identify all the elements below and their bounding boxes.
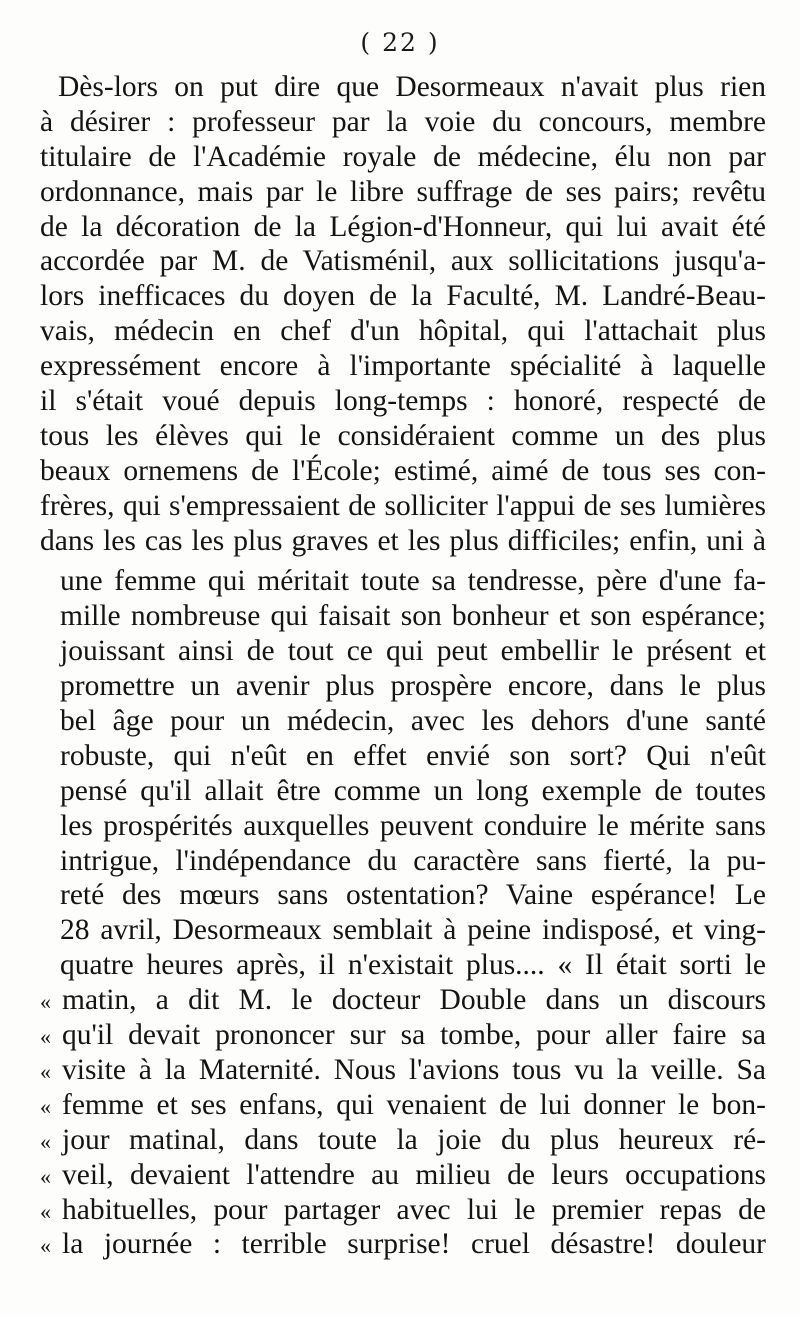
text-line: les prospérités auxquelles peuvent conduire le mérite sans bbox=[60, 809, 766, 842]
text-line: matin, a dit M. le docteur Double dans un discours bbox=[62, 984, 766, 1017]
body-text bbox=[40, 70, 766, 1262]
text-line: accordée par M. de Vatisménil, aux sollicitations jusqu'a- bbox=[40, 245, 766, 278]
text-line: ordonnance, mais par le libre suffrage de ses pairs; revêtu bbox=[40, 175, 766, 208]
text-line: de la décoration de la Légion-d'Honneur, qui lui avait été bbox=[40, 210, 766, 243]
text-line: lors inefficaces du doyen de la Faculté, M. Landré-Beau- bbox=[40, 280, 766, 313]
text-line: pensé qu'il allait être comme un long exemple de toutes bbox=[60, 774, 766, 807]
text-line: à désirer : professeur par la voie du concours, membre bbox=[40, 105, 766, 138]
text-line: habituelles, pour partager avec lui le premier repas de bbox=[62, 1193, 766, 1226]
text-line: quatre heures après, il n'existait plus.... « Il était sorti le bbox=[60, 949, 766, 982]
quoted-line: « habituelles, pour partager avec lui le premier repas de bbox=[40, 1193, 766, 1226]
quoted-line: « femme et ses enfans, qui venaient de lui donner le bon- bbox=[40, 1088, 766, 1121]
text-line: titulaire de l'Académie royale de médecine, élu non par bbox=[40, 140, 766, 173]
text-line: veil, devaient l'attendre au milieu de leurs occupations bbox=[62, 1158, 766, 1191]
text-line: bel âge pour un médecin, avec les dehors d'une santé bbox=[60, 705, 766, 738]
text-line: expressément encore à l'importante spécialité à laquelle bbox=[40, 350, 766, 383]
text-line: mille nombreuse qui faisait son bonheur et son espérance; bbox=[60, 600, 766, 633]
text-line: dans les cas les plus graves et les plus difficiles; enfin, uni à bbox=[40, 524, 766, 557]
text-line: femme et ses enfans, qui venaient de lui donner le bon- bbox=[62, 1088, 766, 1121]
text-line: beaux ornemens de l'École; estimé, aimé de tous ses con- bbox=[40, 454, 766, 487]
text-line: 28 avril, Desormeaux semblait à peine indisposé, et ving- bbox=[60, 914, 766, 947]
quoted-line: « jour matinal, dans toute la joie du plus heureux ré- bbox=[40, 1123, 766, 1156]
quoted-line: « visite à la Maternité. Nous l'avions tous vu la veille. Sa bbox=[40, 1053, 766, 1086]
text-line: une femme qui méritait toute sa tendresse, père d'une fa- bbox=[60, 565, 766, 598]
text-line: reté des mœurs sans ostentation? Vaine espérance! Le bbox=[60, 879, 766, 912]
quoted-line: « la journée : terrible surprise! cruel désastre! douleur bbox=[40, 1228, 766, 1261]
text-line: robuste, qui n'eût en effet envié son sort? Qui n'eût bbox=[60, 739, 766, 772]
text-line: qu'il devait prononcer sur sa tombe, pour aller faire sa bbox=[62, 1019, 766, 1052]
quoted-line: « qu'il devait prononcer sur sa tombe, pour aller faire sa bbox=[40, 1019, 766, 1052]
text-line: frères, qui s'empressaient de solliciter l'appui de ses lumières bbox=[40, 489, 766, 522]
text-line: intrigue, l'indépendance du caractère sans fierté, la pu- bbox=[60, 844, 766, 877]
text-line: Dès-lors on put dire que Desormeaux n'avait plus rien bbox=[58, 71, 766, 103]
text-line: il s'était voué depuis long-temps : honoré, respecté de bbox=[40, 385, 766, 418]
text-line: jour matinal, dans toute la joie du plus heureux ré- bbox=[62, 1123, 766, 1156]
quoted-line: « matin, a dit M. le docteur Double dans un discours bbox=[40, 984, 766, 1017]
text-line: la journée : terrible surprise! cruel désastre! douleur bbox=[62, 1228, 766, 1261]
text-line: visite à la Maternité. Nous l'avions tous vu la veille. Sa bbox=[62, 1053, 766, 1086]
text-line: promettre un avenir plus prospère encore, dans le plus bbox=[60, 670, 766, 703]
quoted-line: « veil, devaient l'attendre au milieu de leurs occupations bbox=[40, 1158, 766, 1191]
page-number: ( 22 ) bbox=[360, 28, 440, 57]
text-line: jouissant ainsi de tout ce qui peut embellir le présent et bbox=[60, 635, 766, 668]
text-line: vais, médecin en chef d'un hôpital, qui l'attachait plus bbox=[40, 315, 766, 348]
text-line: tous les élèves qui le considéraient comme un des plus bbox=[40, 419, 766, 452]
